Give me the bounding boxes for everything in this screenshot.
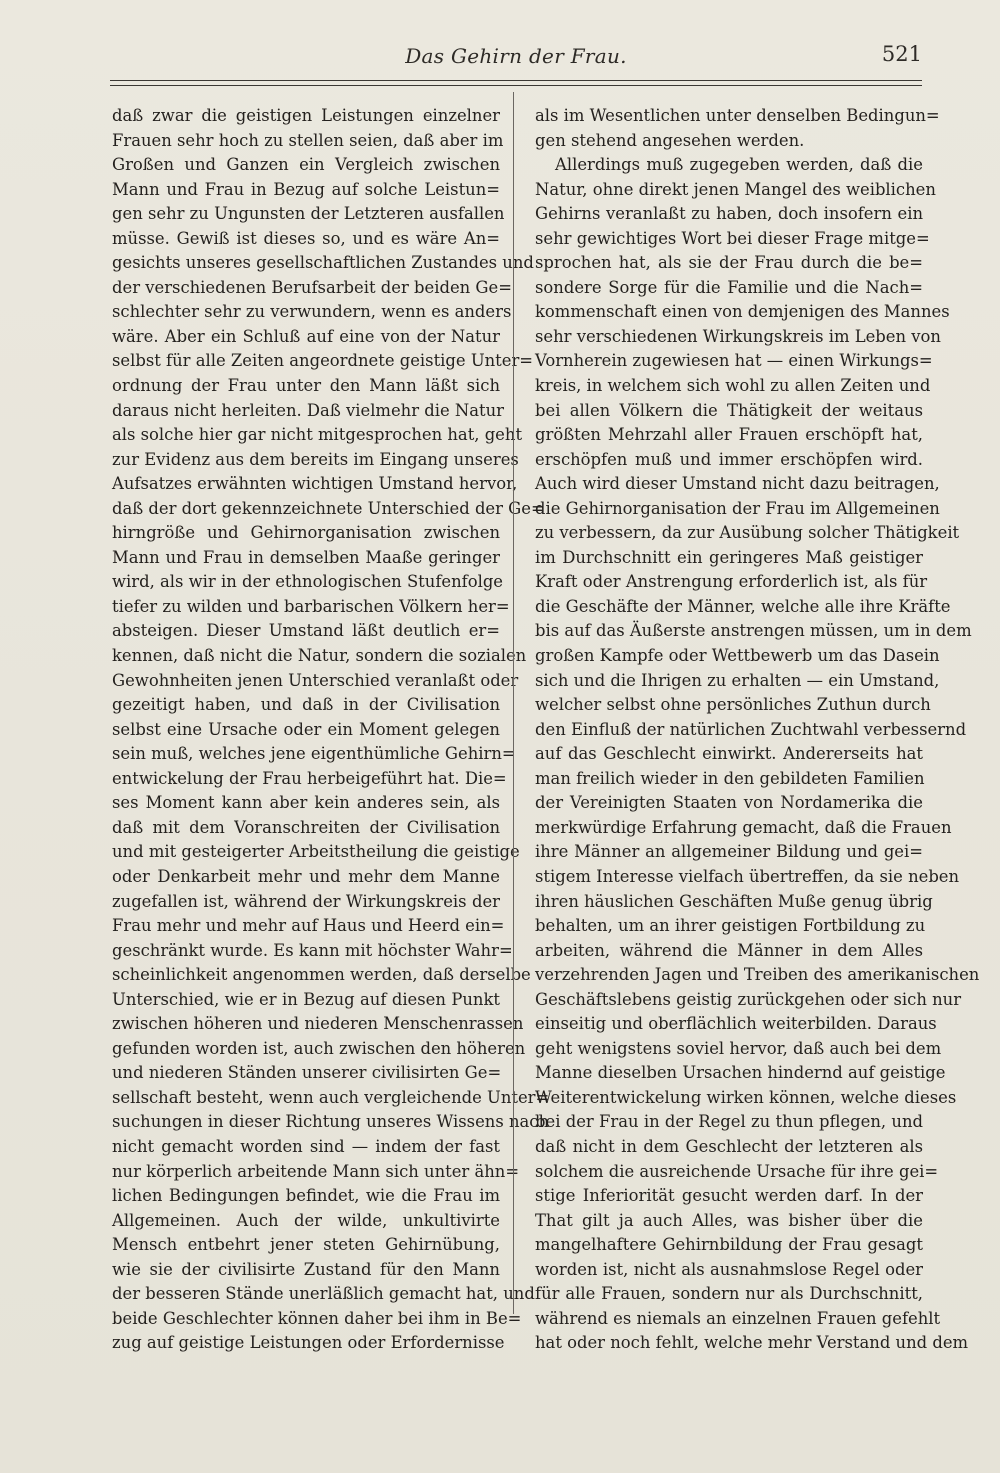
text-line: entwickelung der Frau herbeigeführt hat. Die= [112,768,507,788]
text-line: gesichts unseres gesellschaftlichen Zustandes und [112,253,534,273]
text-line: sehr gewichtiges Wort bei dieser Frage mitge= [535,228,930,248]
text-line: kreis, in welchem sich wohl zu allen Zeiten und [535,376,931,396]
text-line: Gehirns veranlaßt zu haben, doch insofern ein [535,204,923,224]
text-line: scheinlichkeit angenommen werden, daß derselbe [112,965,531,985]
text-line: zur Evidenz aus dem bereits im Eingang unseres [112,449,519,469]
text-line: hat oder noch fehlt, welche mehr Verstand und dem [535,1333,969,1353]
text-line: lichen Bedingungen befindet, wie die Frau im [112,1186,500,1206]
text-line: bei der Frau in der Regel zu thun pflegen, und [535,1112,923,1132]
text-line: gen sehr zu Ungunsten der Letzteren ausfallen [112,204,505,224]
text-line: Frauen sehr hoch zu stellen seien, daß aber im [112,130,504,150]
page-number: 521 [881,42,922,66]
text-line: wird, als wir in der ethnologischen Stufenfolge [112,572,504,592]
text-line: Großen und Ganzen ein Vergleich zwischen [112,155,500,175]
text-line: die Gehirnorganisation der Frau im Allgemeinen [535,498,940,518]
text-line: verzehrenden Jagen und Treiben des amerikanischen [535,965,980,985]
text-line: den Einfluß der natürlichen Zuchtwahl verbessernd [535,719,967,739]
text-line: absteigen. Dieser Umstand läßt deutlich er= [112,621,500,641]
text-line: sellschaft besteht, wenn auch vergleichende Unter= [112,1087,550,1107]
header-rule-thin [110,85,922,86]
text-line: stigem Interesse vielfach übertreffen, da sie neben [535,866,960,886]
text-line: That gilt ja auch Alles, was bisher über die [535,1210,923,1230]
text-line: bei allen Völkern die Thätigkeit der weitaus [535,400,923,420]
column-divider [513,92,514,1314]
text-line: sondere Sorge für die Familie und die Nach= [535,277,923,297]
text-line: solchem die ausreichende Ursache für ihre gei= [535,1161,939,1181]
text-line: im Durchschnitt ein geringeres Maß geistiger [535,547,923,567]
text-line: für alle Frauen, sondern nur als Durchschnitt, [535,1284,923,1304]
text-line: auf das Geschlecht einwirkt. Andererseits hat [535,744,923,764]
text-line: oder Denkarbeit mehr und mehr dem Manne [112,866,500,886]
text-line: Natur, ohne direkt jenen Mangel des weiblichen [535,179,936,199]
text-line: sein muß, welches jene eigenthümliche Gehirn= [112,744,516,764]
text-line: geschränkt wurde. Es kann mit höchster Wahr= [112,940,513,960]
page-header [110,40,922,74]
text-line: und niederen Ständen unserer civilisirten Ge= [112,1063,502,1083]
text-line: suchungen in dieser Richtung unseres Wissens nach [112,1112,550,1132]
text-line: Mann und Frau in demselben Maaße geringer [112,547,500,567]
text-line: merkwürdige Erfahrung gemacht, daß die Frauen [535,817,952,837]
text-line: bis auf das Äußerste anstrengen müssen, um in dem [535,621,972,641]
text-line: großen Kampfe oder Wettbewerb um das Dasein [535,646,940,666]
text-line: behalten, um an ihrer geistigen Fortbildung zu [535,916,926,936]
text-line: daß der dort gekennzeichnete Unterschied der Ge= [112,498,545,518]
text-line: und mit gesteigerter Arbeitstheilung die geistige [112,842,520,862]
text-line: Geschäftslebens geistig zurückgehen oder sich nur [535,989,962,1009]
text-line: ordnung der Frau unter den Mann läßt sich [112,376,500,396]
text-line: erschöpfen muß und immer erschöpfen wird. [535,449,923,469]
text-line: nicht gemacht worden sind — indem der fast [112,1136,500,1156]
text-line: zu verbessern, da zur Ausübung solcher Thätigkeit [535,523,960,543]
text-line: Mensch entbehrt jener steten Gehirnübung, [112,1235,500,1255]
text-line: Vornherein zugewiesen hat — einen Wirkungs= [535,351,933,371]
text-line: gefunden worden ist, auch zwischen den höheren [112,1038,526,1058]
text-line: ihre Männer an allgemeiner Bildung und gei= [535,842,923,862]
header-rule-thick [110,80,922,81]
text-line: gen stehend angesehen werden. [535,130,805,150]
left-column [112,104,550,1356]
text-line: sprochen hat, als sie der Frau durch die be= [535,253,923,273]
text-line: müsse. Gewiß ist dieses so, und es wäre An= [112,228,500,248]
text-line: wie sie der civilisirte Zustand für den Mann [112,1259,500,1279]
text-line: zug auf geistige Leistungen oder Erfordernisse [112,1333,505,1353]
text-line: selbst für alle Zeiten angeordnete geistige Unter= [112,351,534,371]
text-line: sehr verschiedenen Wirkungskreis im Leben von [535,326,941,346]
text-line: der verschiedenen Berufsarbeit der beiden Ge= [112,277,512,297]
text-line: tiefer zu wilden und barbarischen Völkern her= [112,596,510,616]
text-line: Kraft oder Anstrengung erforderlich ist, als für [535,572,928,592]
text-line: stige Inferiorität gesucht werden darf. In der [535,1186,923,1206]
text-line: Manne dieselben Ursachen hindernd auf geistige [535,1063,946,1083]
text-line: der Vereinigten Staaten von Nordamerika die [535,793,923,813]
text-line: während es niemals an einzelnen Frauen gefehlt [535,1308,941,1328]
text-line: die Geschäfte der Männer, welche alle ihre Kräfte [535,596,951,616]
text-line: beide Geschlechter können daher bei ihm in Be= [112,1308,522,1328]
text-line: schlechter sehr zu verwundern, wenn es anders [112,302,512,322]
text-line: Mann und Frau in Bezug auf solche Leistun= [112,179,500,199]
text-line: Gewohnheiten jenen Unterschied veranlaßt oder [112,670,519,690]
text-line: Weiterentwickelung wirken können, welche dieses [535,1087,957,1107]
text-line: Aufsatzes erwähnten wichtigen Umstand hervor, [112,474,518,494]
text-line: arbeiten, während die Männer in dem Alles [535,940,923,960]
text-line: daraus nicht herleiten. Daß vielmehr die Natur [112,400,505,420]
text-line: worden ist, nicht als ausnahmslose Regel oder [535,1259,923,1279]
text-line: zugefallen ist, während der Wirkungskreis der [112,891,500,911]
text-line: hirngröße und Gehirnorganisation zwischen [112,523,500,543]
text-line: kennen, daß nicht die Natur, sondern die sozialen [112,646,527,666]
text-line: wäre. Aber ein Schluß auf eine von der Natur [112,326,500,346]
text-line: nur körperlich arbeitende Mann sich unter ähn= [112,1161,520,1181]
text-line: selbst eine Ursache oder ein Moment gelegen [112,719,500,739]
text-line: Frau mehr und mehr auf Haus und Heerd ein= [112,916,505,936]
text-line: Allerdings muß zugegeben werden, daß die [555,155,923,175]
text-line: Allgemeinen. Auch der wilde, unkultivirte [112,1210,500,1230]
text-line: ses Moment kann aber kein anderes sein, als [112,793,500,813]
text-line: daß mit dem Voranschreiten der Civilisation [112,817,500,837]
text-line: als im Wesentlichen unter denselben Bedingun= [535,106,940,125]
right-column [535,104,980,1356]
text-line: gezeitigt haben, und daß in der Civilisation [112,695,500,715]
text-line: der besseren Stände unerläßlich gemacht hat, und [112,1284,535,1304]
text-line: mangelhaftere Gehirnbildung der Frau gesagt [535,1235,923,1255]
running-title: Das Gehirn der Frau. [405,44,627,68]
text-line: kommenschaft einen von demjenigen des Mannes [535,302,950,322]
text-line: daß nicht in dem Geschlecht der letzteren als [535,1136,923,1156]
text-line: daß zwar die geistigen Leistungen einzelner [112,106,500,125]
text-line: einseitig und oberflächlich weiterbilden. Daraus [535,1014,937,1034]
text-line: größten Mehrzahl aller Frauen erschöpft hat, [535,425,923,445]
text-line: Auch wird dieser Umstand nicht dazu beitragen, [535,474,940,494]
text-line: Unterschied, wie er in Bezug auf diesen Punkt [112,989,500,1009]
text-line: welcher selbst ohne persönliches Zuthun durch [535,695,931,715]
text-line: zwischen höheren und niederen Menschenrassen [112,1014,524,1034]
text-line: ihren häuslichen Geschäften Muße genug übrig [535,891,933,911]
text-line: geht wenigstens soviel hervor, daß auch bei dem [535,1038,942,1058]
text-line: sich und die Ihrigen zu erhalten — ein Umstand, [535,670,940,690]
text-line: man freilich wieder in den gebildeten Familien [535,768,925,788]
text-line: als solche hier gar nicht mitgesprochen hat, geht [112,425,523,445]
